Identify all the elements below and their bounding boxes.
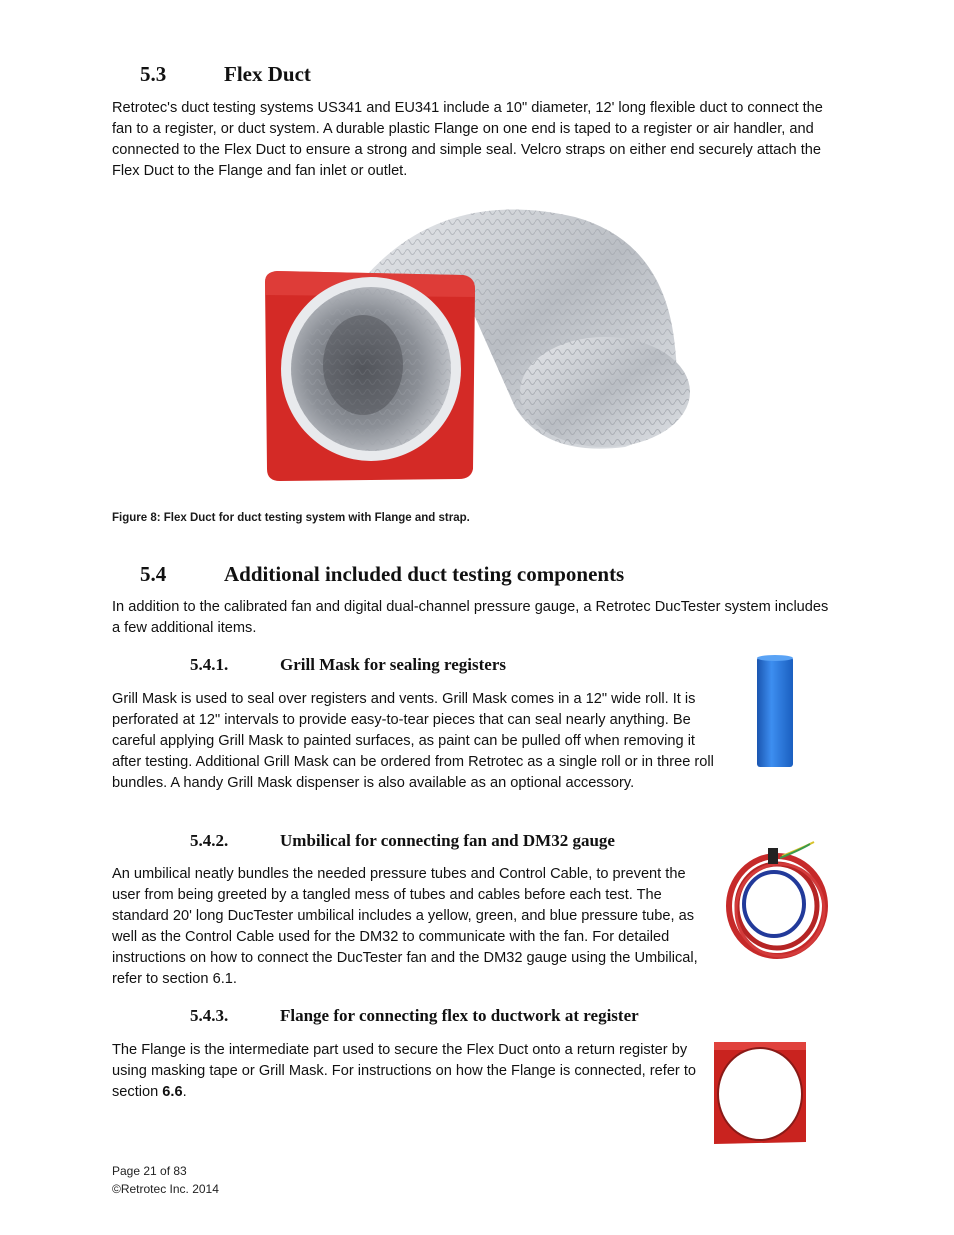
grill-mask-roll-image (752, 653, 798, 771)
section-title: Additional included duct testing components (224, 562, 625, 586)
section-number: 5.3 (140, 62, 167, 86)
subsection-title: Grill Mask for sealing registers (280, 655, 507, 674)
umbilical-paragraph: An umbilical neatly bundles the needed pressure tubes and Control Cable, to prevent the user from being greeted by a tangled mess of tubes and cables before each test. The standard 20' long DucTester umbilical includes a yellow, green, and blue pressure tube, as well as the Control Cable used for the DM32 to communicate with the fan. For detailed instructions on how to connect the DucTester fan and the DM32 gauge using the Umbilical, refer to section 6.1. (112, 866, 698, 987)
figure-caption: Figure 8: Flex Duct for duct testing system with Flange and strap. (112, 512, 470, 524)
grill-mask-figure (752, 653, 798, 776)
flex-duct-image (245, 197, 710, 487)
copyright: ©Retrotec Inc. 2014 (112, 1182, 219, 1196)
flange-text: The Flange is the intermediate part used to secure the Flex Duct onto a return register by using masking tape or Grill Mask. For instructions on how the Flange is connected, refer to section (112, 1042, 697, 1100)
section-title: Flex Duct (224, 62, 311, 86)
flex-duct-paragraph: Retrotec's duct testing systems US341 and EU341 include a 10" diameter, 12' long flexible duct to connect the fan to a register, or duct system. A durable plastic Flange on one end is taped to a register or air handler, and connected to the Flex Duct to ensure a strong and simple seal. Velcro straps on either end securely attach the Flex Duct to the Flange and fan inlet or outlet. (112, 100, 823, 179)
additional-components-paragraph: In addition to the calibrated fan and digital dual-channel pressure gauge, a Retrotec DucTester system includes a few additional items. (112, 599, 829, 636)
section-reference: 6.6 (162, 1084, 183, 1100)
grill-mask-paragraph: Grill Mask is used to seal over registers and vents. Grill Mask comes in a 12" wide roll. It is perforated at 12" intervals to provide easy-to-tear pieces that can seal nearly anything. Be careful applying Grill Mask to painted surfaces, as paint can be pulled off when removing it after testing. Additional Grill Mask can be ordered from Retrotec as a single roll or in three roll bundles. A handy Grill Mask dispenser is also available as an optional accessory. (112, 691, 714, 791)
flange-image (710, 1038, 810, 1148)
umbilical-coil-image (722, 838, 832, 963)
subsection-number: 5.4.1. (190, 655, 229, 674)
subsection-number: 5.4.2. (190, 831, 229, 850)
subsection-title: Umbilical for connecting fan and DM32 gauge (280, 831, 615, 850)
flange-paragraph (112, 1040, 702, 1103)
section-number: 5.4 (140, 562, 167, 586)
flange-figure (710, 1038, 810, 1153)
flex-duct-figure (245, 197, 710, 492)
page-number: Page 21 of 83 (112, 1164, 187, 1178)
flange-text-end: . (182, 1084, 187, 1100)
umbilical-figure (722, 838, 832, 968)
subsection-title: Flange for connecting flex to ductwork at register (280, 1006, 639, 1025)
subsection-number: 5.4.3. (190, 1006, 229, 1025)
